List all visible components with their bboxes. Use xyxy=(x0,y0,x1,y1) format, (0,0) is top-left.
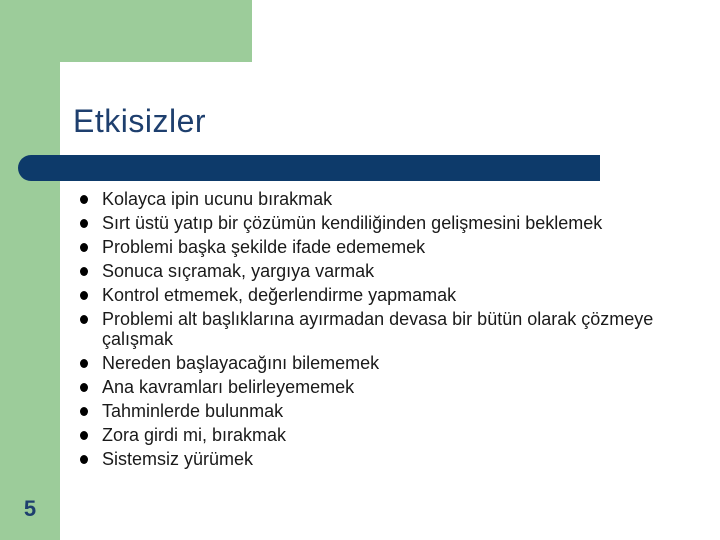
bullet-icon xyxy=(80,455,88,464)
green-top-block xyxy=(0,0,252,62)
list-item-text: Problemi alt başlıklarına ayırmadan devasa bir bütün olarak çözmeye çalışmak xyxy=(102,309,654,349)
slide-title: Etkisizler xyxy=(73,103,207,139)
list-item xyxy=(80,353,700,373)
bullet-icon xyxy=(80,431,88,440)
bullet-icon xyxy=(80,291,88,300)
list-item-text: Sistemsiz yürümek xyxy=(102,449,254,469)
title-underline-bar xyxy=(18,155,600,181)
list-item xyxy=(80,309,700,349)
list-item-text: Nereden başlayacağını bilememek xyxy=(102,353,380,373)
list-item xyxy=(80,285,700,305)
list-item-text: Problemi başka şekilde ifade edememek xyxy=(102,237,426,257)
list-item xyxy=(80,237,700,257)
bullet-icon xyxy=(80,383,88,392)
bullet-icon xyxy=(80,219,88,228)
bullet-icon xyxy=(80,243,88,252)
list-item xyxy=(80,449,700,469)
bullet-icon xyxy=(80,359,88,368)
list-item-text: Sonuca sıçramak, yargıya varmak xyxy=(102,261,375,281)
list-item-text: Ana kavramları belirleyememek xyxy=(102,377,355,397)
list-item-text: Kolayca ipin ucunu bırakmak xyxy=(102,189,333,209)
list-item-text: Sırt üstü yatıp bir çözümün kendiliğinden gelişmesini beklemek xyxy=(102,213,603,233)
bullet-icon xyxy=(80,195,88,204)
list-item xyxy=(80,189,700,209)
list-item-text: Zora girdi mi, bırakmak xyxy=(102,425,287,445)
list-item xyxy=(80,377,700,397)
list-item xyxy=(80,401,700,421)
bullet-icon xyxy=(80,407,88,416)
bullet-icon xyxy=(80,267,88,276)
list-item xyxy=(80,213,700,233)
list-item xyxy=(80,261,700,281)
page-number: 5 xyxy=(23,496,37,521)
list-item-text: Tahminlerde bulunmak xyxy=(102,401,284,421)
green-side-band xyxy=(0,0,60,540)
bullet-list xyxy=(80,189,700,473)
list-item-text: Kontrol etmemek, değerlendirme yapmamak xyxy=(102,285,457,305)
list-item xyxy=(80,425,700,445)
bullet-icon xyxy=(80,315,88,324)
